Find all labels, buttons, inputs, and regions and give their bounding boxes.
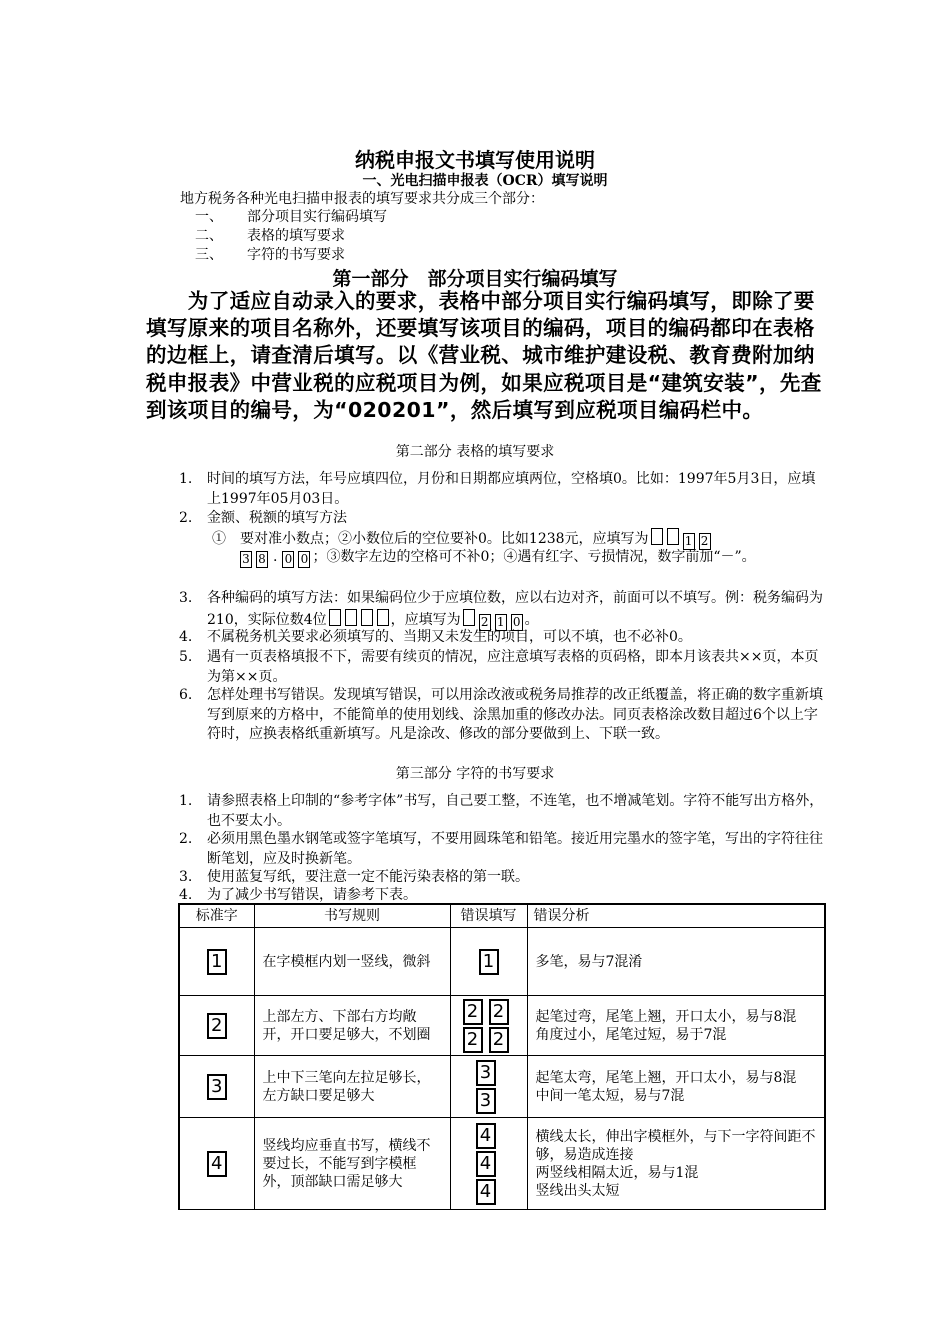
list-text: 时间的填写方法，年号应填四位，月份和日期都应填两位，空格填0。比如：1997年5月3日，应填上1997年05月03日。 (207, 471, 816, 507)
analysis-line: 中间一笔太短，易与7混 (535, 1087, 685, 1104)
header-error-analysis: 错误分析 (527, 904, 825, 928)
rule-text: 在字模框内划一竖线，微斜 (254, 928, 450, 996)
table-row (179, 1118, 825, 1210)
list-number: 6. (179, 687, 193, 703)
analysis-line: 横线太长，伸出字模框外，与下一字符间距不够，易造成连接 (535, 1128, 816, 1163)
digit-box: 2 (479, 614, 491, 631)
wrong-glyph: 2 (489, 1027, 509, 1053)
table-header-row (179, 904, 825, 928)
toc-text: 表格的填写要求 (247, 228, 345, 244)
toc-text: 字符的书写要求 (247, 247, 345, 263)
digit-box (361, 609, 373, 626)
list-number: 3. (179, 590, 193, 606)
list-item (179, 868, 829, 888)
part1-body: 为了适应自动录入的要求，表格中部分项目实行编码填写，即除了要填写原来的项目名称外，还要填写该项目的编码，项目的编码都印在表格的边框上，请查清后填写。以《营业税、城市维护建设税、教育费附加纳税申报表》中营业税的应税项目为例，如果应税项目是“建筑安装”，先查到该项目的编号，为“020201”，然后填写到应税项目编码栏中。 (146, 289, 822, 422)
code-example-text: 。 (524, 611, 539, 628)
digit-box (463, 609, 475, 626)
intro-text: 地方税务各种光电扫描申报表的填写要求共分成三个部分： (180, 191, 544, 207)
digit-box (377, 609, 389, 626)
list-number: 5. (179, 649, 193, 665)
list-number: 1. (179, 793, 193, 809)
wrong-glyph: 4 (476, 1123, 496, 1149)
list-number: 4. (179, 629, 193, 645)
list-number: 3. (179, 869, 193, 885)
digit-box: 0 (511, 614, 523, 631)
wrong-glyph: 2 (489, 999, 509, 1025)
table-row (179, 928, 825, 996)
writing-rules-table (178, 903, 826, 1210)
part3-heading: 第三部分 字符的书写要求 (395, 766, 555, 782)
list-text: 怎样处理书写错误。发现填写错误，可以用涂改液或税务局推荐的改正纸覆盖，将正确的数字重新填写到原来的方格中，不能简单的使用划线、涂黑加重的修改办法。同页表格涂改数目超过6个以上字符时，应换表格纸重新填写。凡是涂改、修改的部分要做到上、下联一致。 (207, 687, 823, 742)
table-row (179, 996, 825, 1056)
rule-text: 竖线均应垂直书写，横线不要过长，不能写到字模框外，顶部缺口需足够大 (254, 1118, 450, 1210)
list-number: 1. (179, 471, 193, 487)
list-text: 必须用黑色墨水钢笔或签字笔填写，不要用圆珠笔和铅笔。接近用完墨水的签字笔，写出的字符往往断笔划，应及时换新笔。 (207, 831, 823, 867)
list-item (179, 792, 829, 831)
digit-box: 0 (298, 551, 310, 568)
digit-box: 1 (495, 614, 507, 631)
part2-heading: 第二部分 表格的填写要求 (395, 444, 555, 460)
wrong-glyph: 3 (476, 1060, 496, 1086)
section-subtitle: 一、光电扫描申报表（OCR）填写说明 (362, 173, 608, 189)
header-standard-char: 标准字 (179, 904, 254, 928)
wrong-glyph: 1 (479, 949, 499, 975)
header-writing-rule: 书写规则 (254, 904, 450, 928)
analysis-line: 起笔太弯，尾笔上翘，开口太小，易与8混 (535, 1069, 797, 1086)
toc-item (195, 244, 345, 264)
wrong-glyph: 4 (476, 1151, 496, 1177)
wrong-glyph: 2 (463, 999, 483, 1025)
list-text: 金额、税额的填写方法 (207, 510, 347, 526)
digit-box (329, 609, 341, 626)
rule-text: 上部左方、下部右方均敞开，开口要足够大，不划圈 (254, 996, 450, 1056)
digit-box: 1 (683, 533, 695, 550)
amount-example-text: ；③数字左边的空格可不补0；④遇有红字、亏损情况，数字前加“－”。 (312, 549, 756, 565)
toc-number: 三、 (195, 247, 223, 263)
code-example-text: 各种编码的填写方法：如果编码位少于应填位数，应以右边对齐，前面可以不填写。例：税务编码为210，实际位数4位 (207, 590, 823, 628)
rule-text: 上中下三笔向左拉足够长，左方缺口要足够大 (254, 1056, 450, 1118)
amount-example-cont (240, 548, 820, 568)
amount-example (212, 528, 812, 550)
list-text: 为了减少书写错误，请参考下表。 (207, 887, 417, 903)
analysis-line: 两竖线相隔太近，易与1混 (535, 1164, 699, 1181)
decimal-point: . (273, 549, 278, 565)
list-item (179, 470, 829, 509)
analysis-line: 多笔，易与7混淆 (535, 953, 643, 970)
list-item (179, 686, 829, 745)
analysis-line: 竖线出头太短 (535, 1182, 620, 1199)
document-title: 纳税申报文书填写使用说明 (355, 148, 595, 172)
list-number: 2. (179, 510, 193, 526)
list-text: 不属税务机关要求必须填写的、当期又未发生的项目，可以不填，也不必补0。 (207, 629, 692, 645)
toc-number: 一、 (195, 209, 223, 225)
standard-glyph: 1 (207, 949, 227, 975)
list-number: 4. (179, 887, 193, 903)
standard-glyph: 4 (207, 1151, 227, 1177)
list-text (207, 589, 829, 631)
amount-example-text: ① 要对准小数点；②小数位后的空位要补0。比如1238元，应填写为 (212, 531, 649, 547)
list-item (179, 589, 829, 631)
standard-glyph: 3 (207, 1074, 227, 1100)
standard-glyph: 2 (207, 1013, 227, 1039)
digit-box (651, 528, 663, 545)
wrong-glyph: 3 (476, 1088, 496, 1114)
list-text: 遇有一页表格填报不下，需要有续页的情况，应注意填写表格的页码格，即本月该表共××页，本页为第××页。 (207, 649, 819, 685)
wrong-glyph: 4 (476, 1179, 496, 1205)
digit-box (667, 528, 679, 545)
toc-text: 部分项目实行编码填写 (247, 209, 387, 225)
list-number: 2. (179, 831, 193, 847)
wrong-glyph: 2 (463, 1027, 483, 1053)
list-item (179, 648, 829, 687)
toc-item (195, 225, 345, 245)
list-item (179, 509, 829, 529)
analysis-line: 角度过小，尾笔过短，易于7混 (535, 1026, 727, 1043)
part1-heading: 第一部分 部分项目实行编码填写 (332, 268, 618, 290)
code-example-text: ，应填写为 (390, 611, 461, 628)
digit-box: 0 (282, 551, 294, 568)
digit-box (345, 609, 357, 626)
digit-box: 8 (256, 551, 268, 568)
analysis-line: 起笔过弯，尾笔上翘，开口太小，易与8混 (535, 1008, 797, 1025)
list-item (179, 628, 829, 648)
toc-number: 二、 (195, 228, 223, 244)
list-item (179, 830, 829, 869)
header-wrong-writing: 错误填写 (450, 904, 527, 928)
list-text: 请参照表格上印制的“参考字体”书写，自己要工整，不连笔，也不增减笔划。字符不能写出方格外，也不要太小。 (207, 793, 824, 829)
digit-box: 3 (240, 551, 252, 568)
digit-box: 2 (699, 533, 711, 550)
list-text: 使用蓝复写纸，要注意一定不能污染表格的第一联。 (207, 869, 529, 885)
toc-item (195, 206, 387, 226)
table-row (179, 1056, 825, 1118)
